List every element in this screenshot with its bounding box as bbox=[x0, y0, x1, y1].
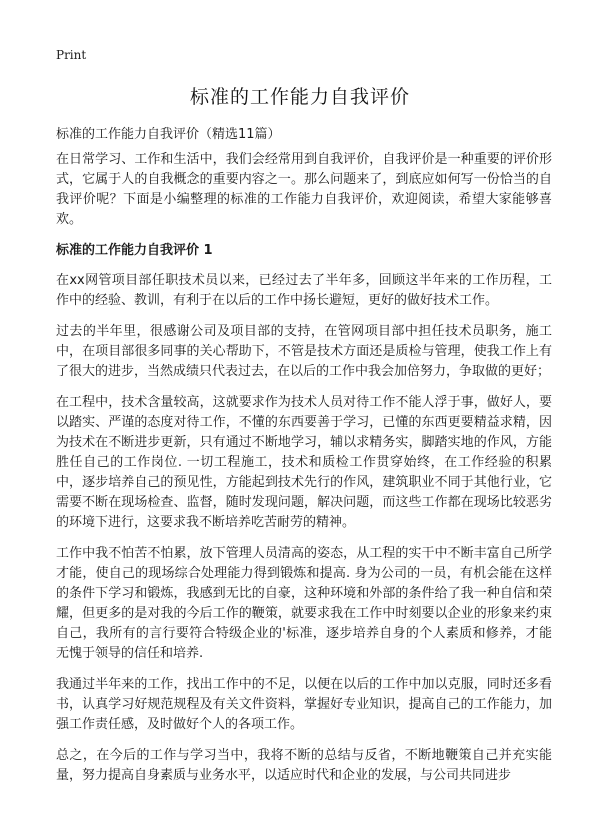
body-paragraph: 工作中我不怕苦不怕累，放下管理人员清高的姿态，从工程的实干中不断丰富自己所学才能，使自己的现场综合处理能力得到锻炼和提高. 身为公司的一员，有机会能在这样的条件下学习和锻炼，我感到无比的自豪，这种环境和外部的条件给了我一种自信和荣耀，但更多的是对我的今后工作的鞭策，就要求我在工作中时刻要以企业的形象来约束自己，我所有的言行要符合特级企业的'标准，逐步培养自身的个人素质和修养，才能无愧于领导的信任和培养. bbox=[56, 546, 552, 661]
page-title: 标准的工作能力自我评价 bbox=[189, 86, 410, 108]
print-link[interactable]: Print bbox=[56, 48, 87, 62]
document-subtitle: 标准的工作能力自我评价（精选11篇） bbox=[56, 127, 281, 142]
body-paragraph: 我通过半年来的工作，找出工作中的不足，以便在以后的工作中加以克服，同时还多看书，认真学习好规范规程及有关文件资料，掌握好专业知识，提高自己的工作能力，加强工作责任感，及时做好个人的各项工作。 bbox=[56, 677, 552, 732]
intro-paragraph: 在日常学习、工作和生活中，我们会经常用到自我评价，自我评价是一种重要的评价形式，它属于人的自我概念的重要内容之一。那么问题来了，到底应如何写一份恰当的自我评价呢？下面是小编整理的标准的工作能力自我评价，欢迎阅读，希望大家能够喜欢。 bbox=[56, 152, 552, 227]
body-paragraph: 在xx网管项目部任职技术员以来，已经过去了半年多，回顾这半年来的工作历程，工作中的经验、教训，有利于在以后的工作中扬长避短，更好的做好技术工作。 bbox=[56, 273, 552, 308]
body-paragraph: 总之，在今后的工作与学习当中，我将不断的总结与反省，不断地鞭策自己并充实能量，努力提高自身素质与业务水平，以适应时代和企业的发展，与公司共同进步 bbox=[56, 748, 552, 783]
body-paragraph: 过去的半年里，很感谢公司及项目部的支持，在管网项目部中担任技术员职务，施工中，在项目部很多同事的关心帮助下，不管是技术方面还是质检与管理，使我工作上有了很大的进步，当然成绩只代表过去，在以后的工作中我会加倍努力，争取做的更好； bbox=[56, 324, 552, 379]
body-paragraph: 在工程中，技术含量较高，这就要求作为技术人员对待工作不能人浮于事，做好人，要以踏实、严谨的态度对待工作，不懂的东西要善于学习，已懂的东西更要精益求精，因为技术在不断进步更新，只有通过不断地学习，辅以求精务实，脚踏实地的作风，方能胜任自己的工作岗位. 一切工程施工，技术和质检工作贯穿始终，在工作经验的积累中，逐步培养自己的预见性，方能起到技术先行的作风，建筑职业不同于其他行业，它需要不断在现场检查、监督，随时发现问题，解决问题，而这些工作都在现场比较恶劣的环境下进行，这要求我不断培养吃苦耐劳的精神。 bbox=[56, 395, 552, 530]
document-body bbox=[56, 150, 552, 797]
section-heading: 标准的工作能力自我评价 1 bbox=[56, 243, 213, 258]
